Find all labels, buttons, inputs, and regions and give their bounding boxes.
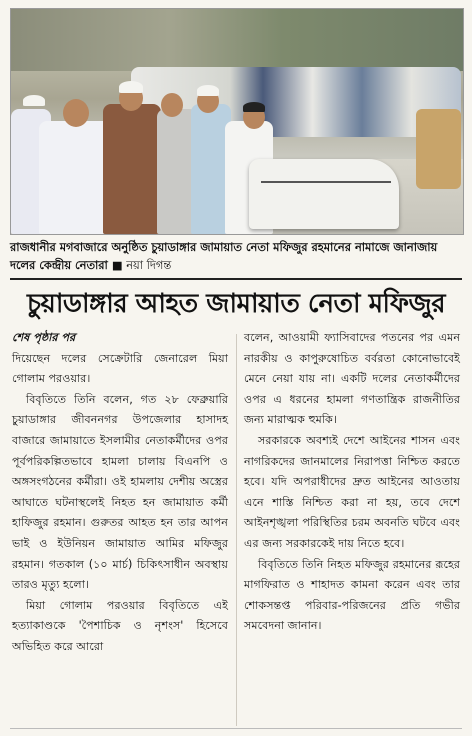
paragraph: সরকারকে অবশ্যই দেশে আইনের শাসন এবং নাগরিকদের জানমালের নিরাপত্তা নিশ্চিত করতে হবে। যদি অপরাধীদের দ্রুত আইনের আওতায় এনে শাস্তি নিশ্চিত করা না হয়, তবে দেশে আইনশৃঙ্খলা পরিস্থিতির চরম অবনতি ঘটবে এবং এর জন্য সরকারকেই দায় নিতে হবে। <box>244 433 460 550</box>
article-column-right <box>244 328 460 637</box>
article-column-left <box>12 328 228 658</box>
paragraph: বিবৃতিতে তিনি বলেন, গত ২৮ ফেব্রুয়ারি চুয়াডাঙ্গার জীবননগর উপজেলার হাসাদহ বাজারে জামায়াতে ইসলামীর নেতাকর্মীদের ওপর পূর্বপরিকল্পিতভাবে হামলা চালায় বিএনপি ও অঙ্গসংগঠনের কর্মীরা। ওই হামলায় দেশীয় অস্ত্রের আঘাতে ঘটনাস্থলেই নিহত হন জামায়াত কর্মী হাফিজুর রহমান। গুরুতর আহত হন তার আপন ভাই ও ইউনিয়ন জামায়াত আমির মফিজুর রহমান। গতকাল (১০ মার্চ) চিকিৎসাধীন অবস্থায় তারও মৃত্যু হলো। <box>12 392 228 592</box>
person-right-side <box>416 109 461 189</box>
paragraph: মিয়া গোলাম পরওয়ার বিবৃতিতে এই হত্যাকাণ্ডকে 'পৈশাচিক ও নৃশংস' হিসেবে অভিহিত করে আরো <box>12 598 228 653</box>
paragraph: দিয়েছেন দলের সেক্রেটারি জেনারেল মিয়া গোলাম পরওয়ার। <box>12 351 228 386</box>
prayer-cap <box>119 81 143 93</box>
headline-rule <box>10 278 462 280</box>
stretcher-rail <box>261 181 391 183</box>
head-3 <box>161 93 183 117</box>
caption-text: রাজধানীর মগবাজারে অনুষ্ঠিত চুয়াডাঙ্গার জামায়াত নেতা মফিজুর রহমানের নামাজে জানাজায় দলের কেন্দ্রীয় নেতারা <box>10 240 438 272</box>
photo-credit: ■ নয়া দিগন্ত <box>111 258 172 272</box>
prayer-cap <box>197 85 219 96</box>
headline: চুয়াডাঙ্গার আহত জামায়াত নেতা মফিজুর <box>26 289 446 319</box>
news-photo <box>10 8 464 235</box>
bottom-rule <box>10 728 462 729</box>
continuation-kicker: শেষ পৃষ্ঠার পর <box>12 331 76 344</box>
person-brown-vest <box>103 104 161 234</box>
person-white-shirt <box>39 121 111 234</box>
photo-background-wall <box>11 9 463 71</box>
photo-caption <box>10 238 462 274</box>
column-divider <box>236 334 237 726</box>
stretcher <box>249 159 399 229</box>
paragraph: বিবৃতিতে তিনি নিহত মফিজুর রহমানের রূহের মাগফিরাত ও শাহাদত কামনা করেন এবং তার শোকসন্তপ্ত পরিবার-পরিজনের প্রতি গভীর সমবেদনা জানান। <box>244 557 460 633</box>
prayer-cap <box>23 95 45 106</box>
paragraph: বলেন, আওয়ামী ফ্যাসিবাদের পতনের পর এমন নারকীয় ও কাপুরুষোচিত বর্বরতা কোনোভাবেই মেনে নেয়া যায় না। একটি দলের নেতাকর্মীদের ওপর এ ধরনের হামলা গণতান্ত্রিক রাজনীতির জন্য মারাত্মক হুমকি। <box>244 331 460 427</box>
black-cap <box>243 102 265 112</box>
head-1 <box>63 99 89 127</box>
